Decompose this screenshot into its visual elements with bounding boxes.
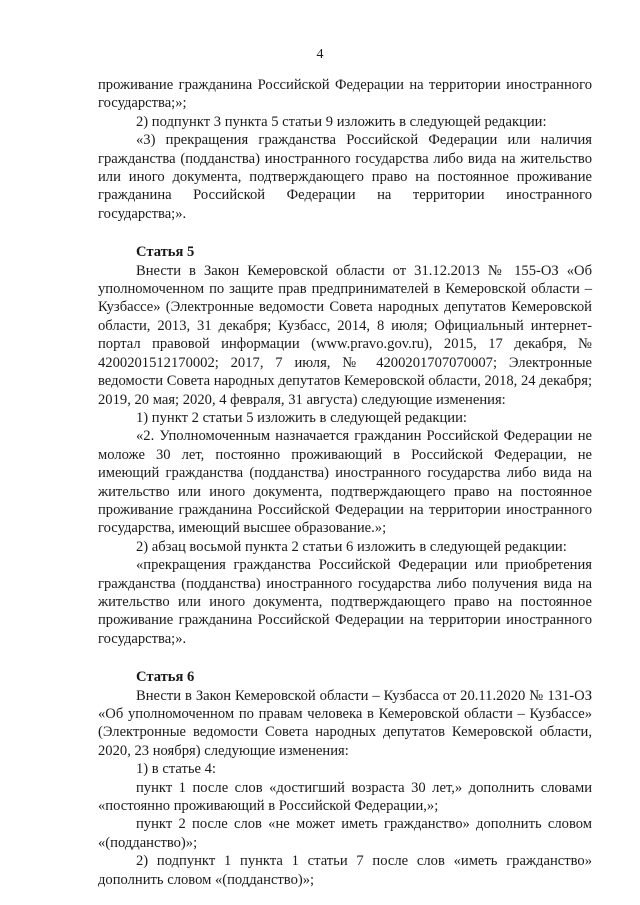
continuation-paragraph-3: «3) прекращения гражданства Российской Федерации или наличия гражданства (подданства) иностранного государства либо вида на жительство или иного документа, подтверждающего право на постоянное проживание гражданина Российской Федерации на территории иностранного государства;». [98, 132, 592, 222]
continuation-paragraph-1: проживание гражданина Российской Федерации на территории иностранного государства;»; [98, 77, 592, 112]
article-6-paragraph-3: пункт 1 после слов «достигший возраста 30 лет,» дополнить словами «постоянно проживающий в Российской Федерации,»; [98, 779, 592, 815]
article-6-title: Статья 6 [136, 669, 195, 686]
article-5-paragraph-2: 1) пункт 2 статьи 5 изложить в следующей редакции: [136, 409, 467, 426]
section-gap [98, 648, 592, 668]
article-5-paragraph-1: Внести в Закон Кемеровской области от 31.12.2013 № 155-ОЗ «Об уполномоченном по защите прав предпринимателей в Кемеровской области – Кузбассе» (Электронные ведомости Совета народных депутатов Кемеровской области, 2013, 31 декабря; Кузбасс, 2014, 8 июля; Официальный интернет-портал правовой информации (www.pravo.gov.ru), 2015, 17 декабря, № 4200201512170002; 2017, 7 июля, № 4200201707070007; Электронные ведомости Совета народных депутатов Кемеровской области, 2018, 24 декабря; 2019, 20 мая; 2020, 4 февраля, 31 августа) следующие изменения: [98, 262, 592, 408]
section-gap [98, 223, 592, 243]
article-5-title: Статья 5 [136, 244, 195, 261]
article-6-paragraph-4: пункт 2 после слов «не может иметь гражданство» дополнить словом «(подданство)»; [98, 816, 592, 851]
article-5-paragraph-5: «прекращения гражданства Российской Федерации или приобретения гражданства (подданства) иностранного государства либо получения вида на жительство или иного документа, подтверждающего право на постоянное проживание гражданина Российской Федерации на территории иностранного государства;». [98, 557, 592, 647]
document-body [98, 76, 592, 889]
article-5-paragraph-4: 2) абзац восьмой пункта 2 статьи 6 изложить в следующей редакции: [136, 538, 567, 555]
continuation-paragraph-2: 2) подпункт 3 пункта 5 статьи 9 изложить в следующей редакции: [136, 113, 547, 130]
page-number: 4 [316, 47, 324, 62]
article-5-paragraph-3: «2. Уполномоченным назначается гражданин Российской Федерации не моложе 30 лет, постоянно проживающий в Российской Федерации, не имеющий гражданства (подданства) иностранного государства либо вида на жительство или иного документа, подтверждающего право на постоянное проживание гражданина Российской Федерации на территории иностранного государства, имеющий высшее образование.»; [98, 428, 592, 537]
article-6-paragraph-5: 2) подпункт 1 пункта 1 статьи 7 после слов «иметь гражданство» дополнить словом «(подданство)»; [98, 853, 592, 888]
article-6-paragraph-2: 1) в статье 4: [136, 761, 216, 778]
article-6-paragraph-1: Внести в Закон Кемеровской области – Кузбасса от 20.11.2020 № 131-ОЗ «Об уполномоченном по правам человека в Кемеровской области – Кузбассе» (Электронные ведомости Совета народных депутатов Кемеровской области, 2020, 23 ноября) следующие изменения: [98, 687, 592, 759]
